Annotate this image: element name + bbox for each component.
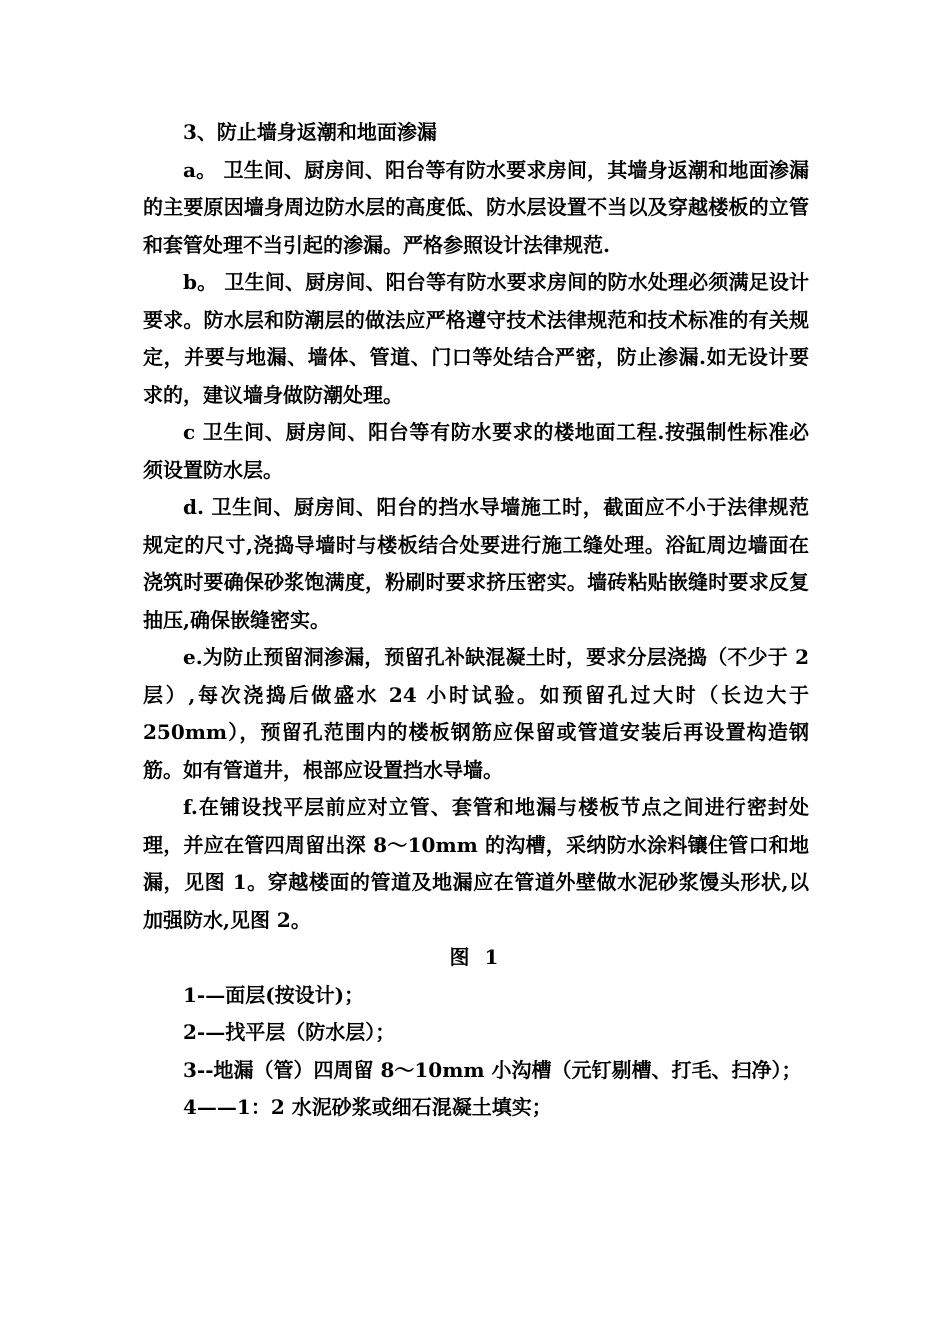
paragraph-f: f.在铺设找平层前应对立管、套管和地漏与楼板节点之间进行密封处理，并应在管四周留出深 8～10mm 的沟槽，采纳防水涂料镶住管口和地漏，见图 1。穿越楼面的管道及地漏应在管道外壁做水泥砂浆馒头形状,以加强防水,见图 2。	[143, 795, 809, 932]
section-heading: 3、防止墙身返潮和地面渗漏	[183, 120, 437, 144]
paragraph-e: e.为防止预留洞渗漏，预留孔补缺混凝土时，要求分层浇捣（不少于 2 层）,每次浇捣后做盛水 24 小时试验。如预留孔过大时（长边大于 250mm），预留孔范围内的楼板钢筋应保留或管道安装后再设置构造钢筋。如有管道井，根部应设置挡水导墙。	[143, 645, 809, 782]
paragraph-a: a。 卫生间、厨房间、阳台等有防水要求房间，其墙身返潮和地面渗漏的主要原因墙身周边防水层的高度低、防水层设置不当以及穿越楼板的立管和套管处理不当引起的渗漏。严格参照设计法律规范.	[143, 157, 809, 257]
legend-item-4: 4——1：2 水泥砂浆或细石混凝土填实；	[183, 1095, 552, 1119]
legend-item-3: 3--地漏（管）四周留 8～10mm 小沟槽（元钉剔槽、打毛、扫净）；	[183, 1057, 802, 1082]
paragraph-b: b。 卫生间、厨房间、阳台等有防水要求房间的防水处理必须满足设计要求。防水层和防潮层的做法应严格遵守技术法律规范和技术标准的有关规定，并要与地漏、墙体、管道、门口等处结合严密，防止渗漏.如无设计要求的，建议墙身做防潮处理。	[143, 270, 809, 407]
paragraph-d: d. 卫生间、厨房间、阳台的挡水导墙施工时，截面应不小于法律规范规定的尺寸,浇捣导墙时与楼板结合处要进行施工缝处理。浴缸周边墙面在浇筑时要确保砂浆饱满度，粉刷时要求挤压密实。墙砖粘贴嵌缝时要求反复抽压,确保嵌缝密实。	[143, 495, 809, 632]
figure-caption: 图 1	[449, 945, 503, 969]
paragraph-c: c 卫生间、厨房间、阳台等有防水要求的楼地面工程.按强制性标准必须设置防水层。	[143, 420, 809, 482]
legend-item-2: 2-—找平层（防水层）；	[183, 1020, 396, 1044]
document-page	[143, 114, 809, 1127]
legend-item-1: 1-—面层(按设计)；	[183, 982, 365, 1007]
